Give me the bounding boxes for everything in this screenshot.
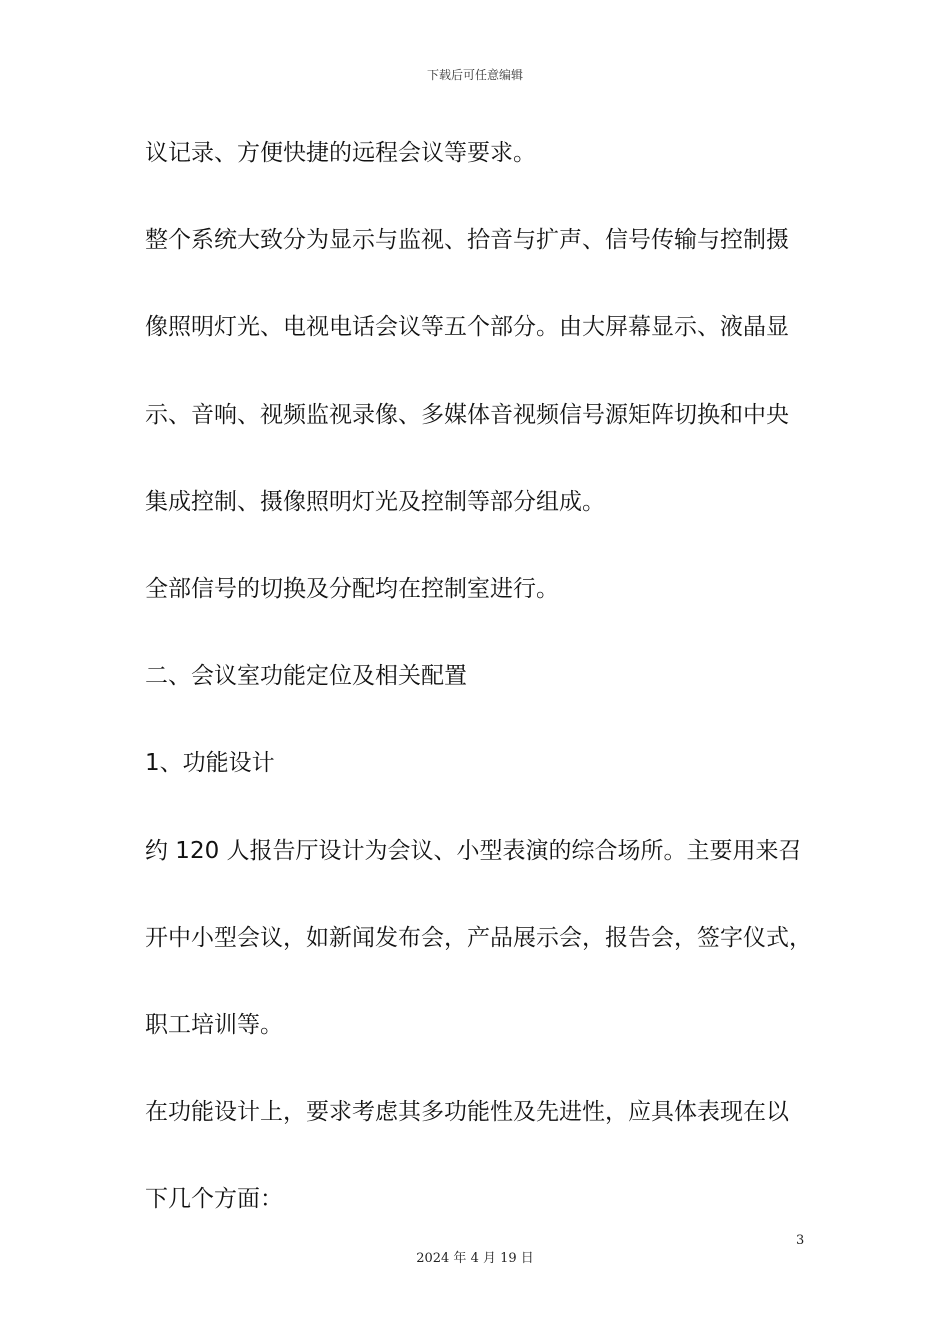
text-line: 开中小型会议，如新闻发布会，产品展示会，报告会，签字仪式，: [145, 924, 812, 951]
text-line: 整个系统大致分为显示与监视、拾音与扩声、信号传输与控制摄: [145, 227, 789, 254]
page-header: 下载后可任意编辑: [426, 68, 523, 82]
footer-date: 2024 年 4 月 19 日: [416, 1251, 534, 1266]
text-line: 全部信号的切换及分配均在控制室进行。: [145, 575, 559, 602]
text-line: 职工培训等。: [145, 1011, 283, 1038]
subsection-heading: 1、功能设计: [145, 750, 275, 777]
text-line: 议记录、方便快捷的远程会议等要求。: [145, 140, 536, 166]
text-line: 集成控制、摄像照明灯光及控制等部分组成。: [145, 488, 605, 515]
text-line: 在功能设计上，要求考虑其多功能性及先进性，应具体表现在以: [145, 1099, 789, 1126]
text-line: 像照明灯光、电视电话会议等五个部分。由大屏幕显示、液晶显: [145, 314, 789, 341]
document-body: [145, 130, 815, 1263]
text-line: 约 120 人报告厅设计为会议、小型表演的综合场所。主要用来召: [145, 837, 802, 864]
section-heading: 二、会议室功能定位及相关配置: [145, 663, 467, 690]
text-line: 示、音响、视频监视录像、多媒体音视频信号源矩阵切换和中央: [145, 401, 789, 428]
text-line: 下几个方面：: [145, 1186, 283, 1213]
page-number: 3: [796, 1233, 805, 1248]
